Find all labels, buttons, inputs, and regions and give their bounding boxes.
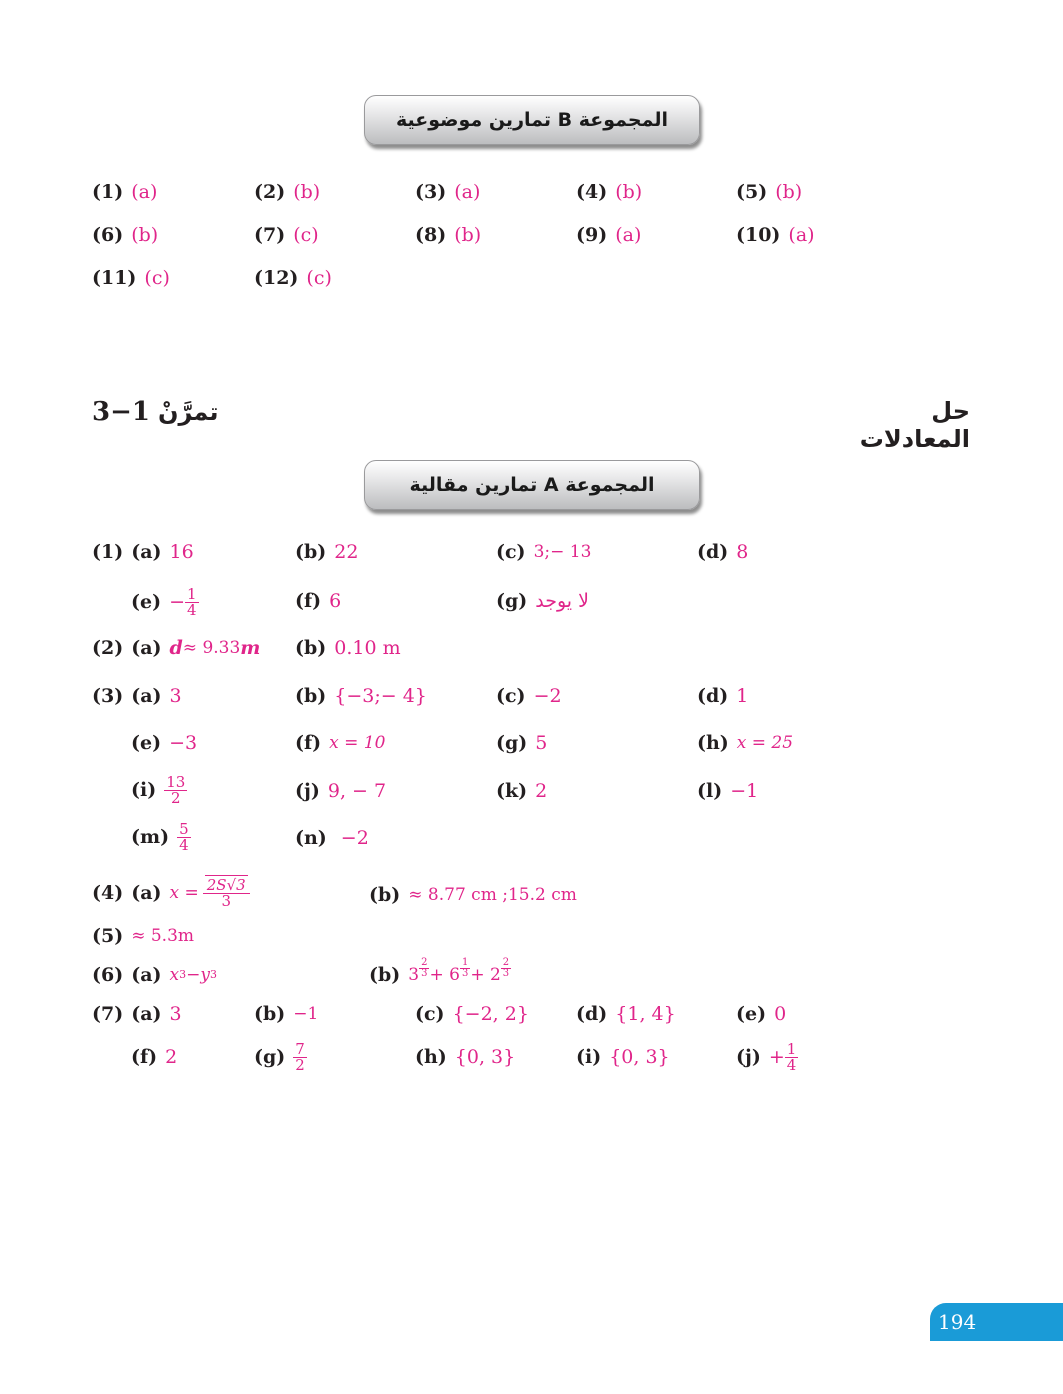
- q3-h: (h) x = 25: [697, 732, 794, 754]
- section-title-right: حل المعادلات: [859, 397, 970, 453]
- q3-b: (b) {−3;− 4}: [295, 685, 427, 707]
- q2-b: (b) 0.10 m: [295, 637, 401, 659]
- q1-a: (1) (a) 16: [92, 541, 194, 563]
- q3-g: (g) 5: [496, 732, 548, 754]
- exponent-fraction: $\frac{2}{3}$: [502, 957, 510, 979]
- group-a-title: المجموعة A تمارين مقالية: [409, 474, 655, 496]
- q7-e: (e) 0: [736, 1003, 787, 1025]
- q6-a: (6) (a) x 3 − y 3: [92, 964, 217, 986]
- mcq-answer: (6) (b): [92, 224, 159, 246]
- q3-m: (m) $\frac{5}{4}$: [131, 819, 189, 854]
- group-b-title: المجموعة B تمارين موضوعية: [396, 109, 668, 131]
- q7-a: (7) (a) 3: [92, 1003, 182, 1025]
- q4-a: (4) (a) x = $\frac{2S√3}{3}$: [92, 870, 250, 916]
- q3-l: (l) −1: [697, 780, 759, 802]
- q7-d: (d) {1, 4}: [576, 1003, 676, 1025]
- exponent-fraction: $\frac{1}{3}$: [461, 957, 469, 979]
- group-a-banner: [364, 460, 700, 510]
- q3-e: (e) −3: [131, 732, 198, 754]
- q7-g: (g) $\frac{7}{2}$: [254, 1039, 305, 1074]
- mcq-answer: (3) (a): [415, 181, 481, 203]
- exponent-fraction: $\frac{2}{3}$: [421, 957, 428, 979]
- q3-c: (c) −2: [496, 685, 562, 707]
- q7-h: (h) {0, 3}: [415, 1046, 516, 1068]
- mcq-answer: (12) (c): [254, 267, 332, 289]
- fraction: $\frac{1}{4}$: [187, 584, 197, 619]
- q1-g: (g) لا يوجد: [496, 590, 589, 612]
- q7-c: (c) {−2, 2}: [415, 1003, 529, 1025]
- q6-b: (b) 3 $\frac{2}{3}$ + 6 $\frac{1}{3}$ + 2 $\frac{2}{3}$: [369, 957, 510, 986]
- mcq-answer: (9) (a): [576, 224, 642, 246]
- q3-n: (n) −2: [295, 827, 369, 849]
- q7-f: (f) 2: [131, 1046, 178, 1068]
- mcq-answer: (2) (b): [254, 181, 321, 203]
- q2-a: (2) (a) d ≈ 9.33 m: [92, 637, 261, 659]
- q3-d: (d) 1: [697, 685, 749, 707]
- fraction: $\frac{1}{4}$: [786, 1039, 797, 1074]
- q7-i: (i) {0, 3}: [576, 1046, 670, 1068]
- mcq-answer: (1) (a): [92, 181, 158, 203]
- fraction: $\frac{5}{4}$: [179, 819, 189, 854]
- mcq-answer: (10) (a): [736, 224, 815, 246]
- q3-a: (3) (a) 3: [92, 685, 182, 707]
- group-b-banner: [364, 95, 700, 145]
- q7-j: (j) + $\frac{1}{4}$: [736, 1039, 797, 1074]
- section-title-left: [92, 397, 218, 427]
- q1-d: (d) 8: [697, 541, 749, 563]
- q3-f: (f) x = 10: [295, 732, 386, 754]
- mcq-answer: (11) (c): [92, 267, 170, 289]
- q3-k: (k) 2: [496, 780, 548, 802]
- q3-i: (i) $\frac{13}{2}$: [131, 772, 186, 807]
- exercise-number: 3−1: [92, 397, 150, 427]
- q1-b: (b) 22: [295, 541, 359, 563]
- mcq-answer: (8) (b): [415, 224, 482, 246]
- q4-b: (b) ≈ 8.77 cm ;15.2 cm: [369, 884, 577, 906]
- radical-fraction: $\frac{2S√3}{3}$: [203, 878, 250, 909]
- exercise-word: تمرَّنْ: [157, 398, 219, 426]
- mcq-answer: (5) (b): [736, 181, 803, 203]
- fraction: $\frac{13}{2}$: [166, 772, 186, 807]
- mcq-answer: (4) (b): [576, 181, 643, 203]
- mcq-answer: (7) (c): [254, 224, 319, 246]
- q5: (5) ≈ 5.3m: [92, 925, 195, 947]
- q1-e: (e) − $\frac{1}{4}$: [131, 584, 197, 619]
- q3-j: (j) 9, − 7: [295, 780, 387, 802]
- fraction: $\frac{7}{2}$: [295, 1039, 305, 1074]
- q7-b: (b) −1: [254, 1003, 319, 1025]
- page-number: 194: [930, 1303, 1063, 1341]
- q1-f: (f) 6: [295, 590, 342, 612]
- q1-c: (c) 3;− 13: [496, 541, 592, 563]
